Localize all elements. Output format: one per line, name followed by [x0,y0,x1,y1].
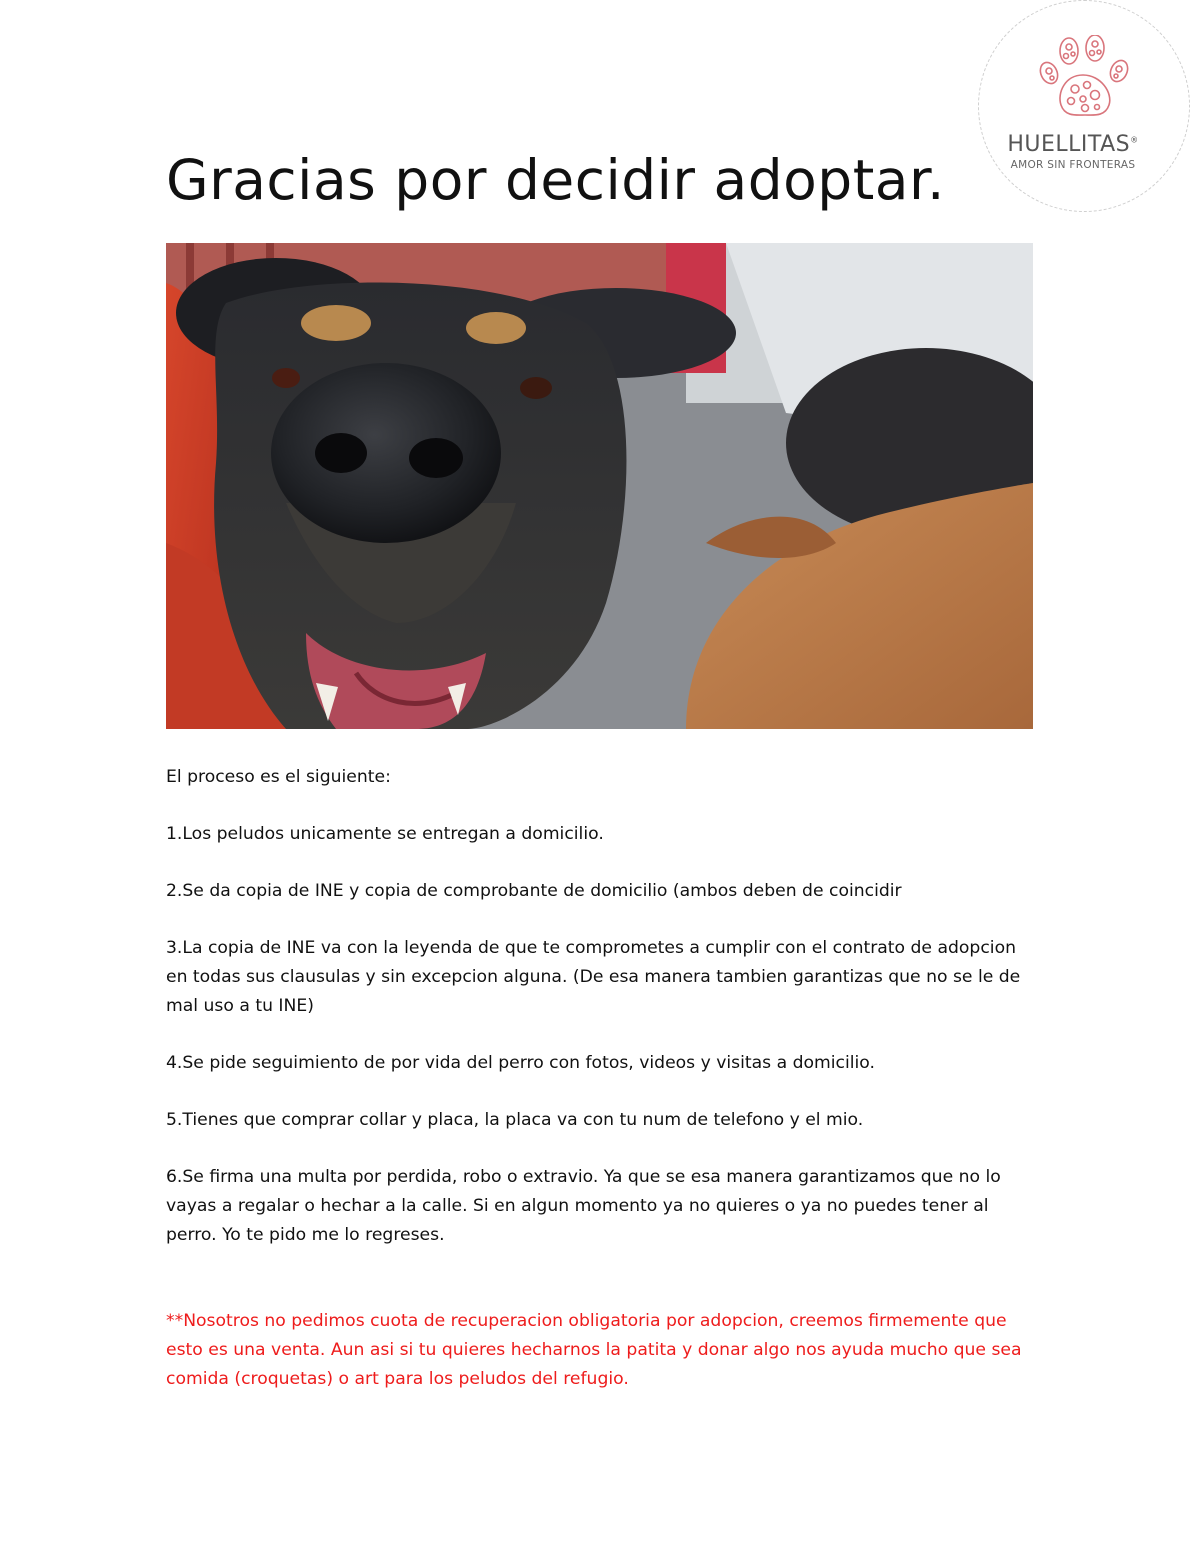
page-title: Gracias por decidir adoptar. [166,148,946,212]
huellitas-logo [978,0,1190,212]
process-step: 2.Se da copia de INE y copia de comprobante de domicilio (ambos deben de coincidir [166,881,902,901]
process-step: 6.Se firma una multa por perdida, robo o extravio. Ya que se esa manera garantizamos que no lo vayas a regalar o hechar a la calle. Si en algun momento ya no quieres o ya no puedes tener al perro. Yo te pido me lo regreses. [166,1167,1001,1245]
process-step: 5.Tienes que comprar collar y placa, la placa va con tu num de telefono y el mio. [166,1110,864,1130]
donation-note: **Nosotros no pedimos cuota de recuperacion obligatoria por adopcion, creemos firmemente que esto es una venta. Aun asi si tu quieres hecharnos la patita y donar algo nos ayuda mucho que sea comida (croquetas) o art para los peludos del refugio. [166,1311,1022,1389]
process-step: 1.Los peludos unicamente se entregan a domicilio. [166,824,604,844]
trademark-mark: ® [1130,135,1139,145]
paw-print-icon [1035,35,1135,125]
logo-brand-name: HUELLITAS® [1007,132,1139,157]
logo-tagline: AMOR SIN FRONTERAS [1010,159,1136,171]
dog-photo [166,243,1033,729]
process-section [166,763,1036,1394]
process-step: 3.La copia de INE va con la leyenda de que te comprometes a cumplir con el contrato de adopcion en todas sus clausulas y sin excepcion alguna. (De esa manera tambien garantizas que no se le de mal uso a tu INE) [166,938,1021,1016]
process-intro: El proceso es el siguiente: [166,767,391,787]
process-step: 4.Se pide seguimiento de por vida del perro con fotos, videos y visitas a domicilio. [166,1053,875,1073]
